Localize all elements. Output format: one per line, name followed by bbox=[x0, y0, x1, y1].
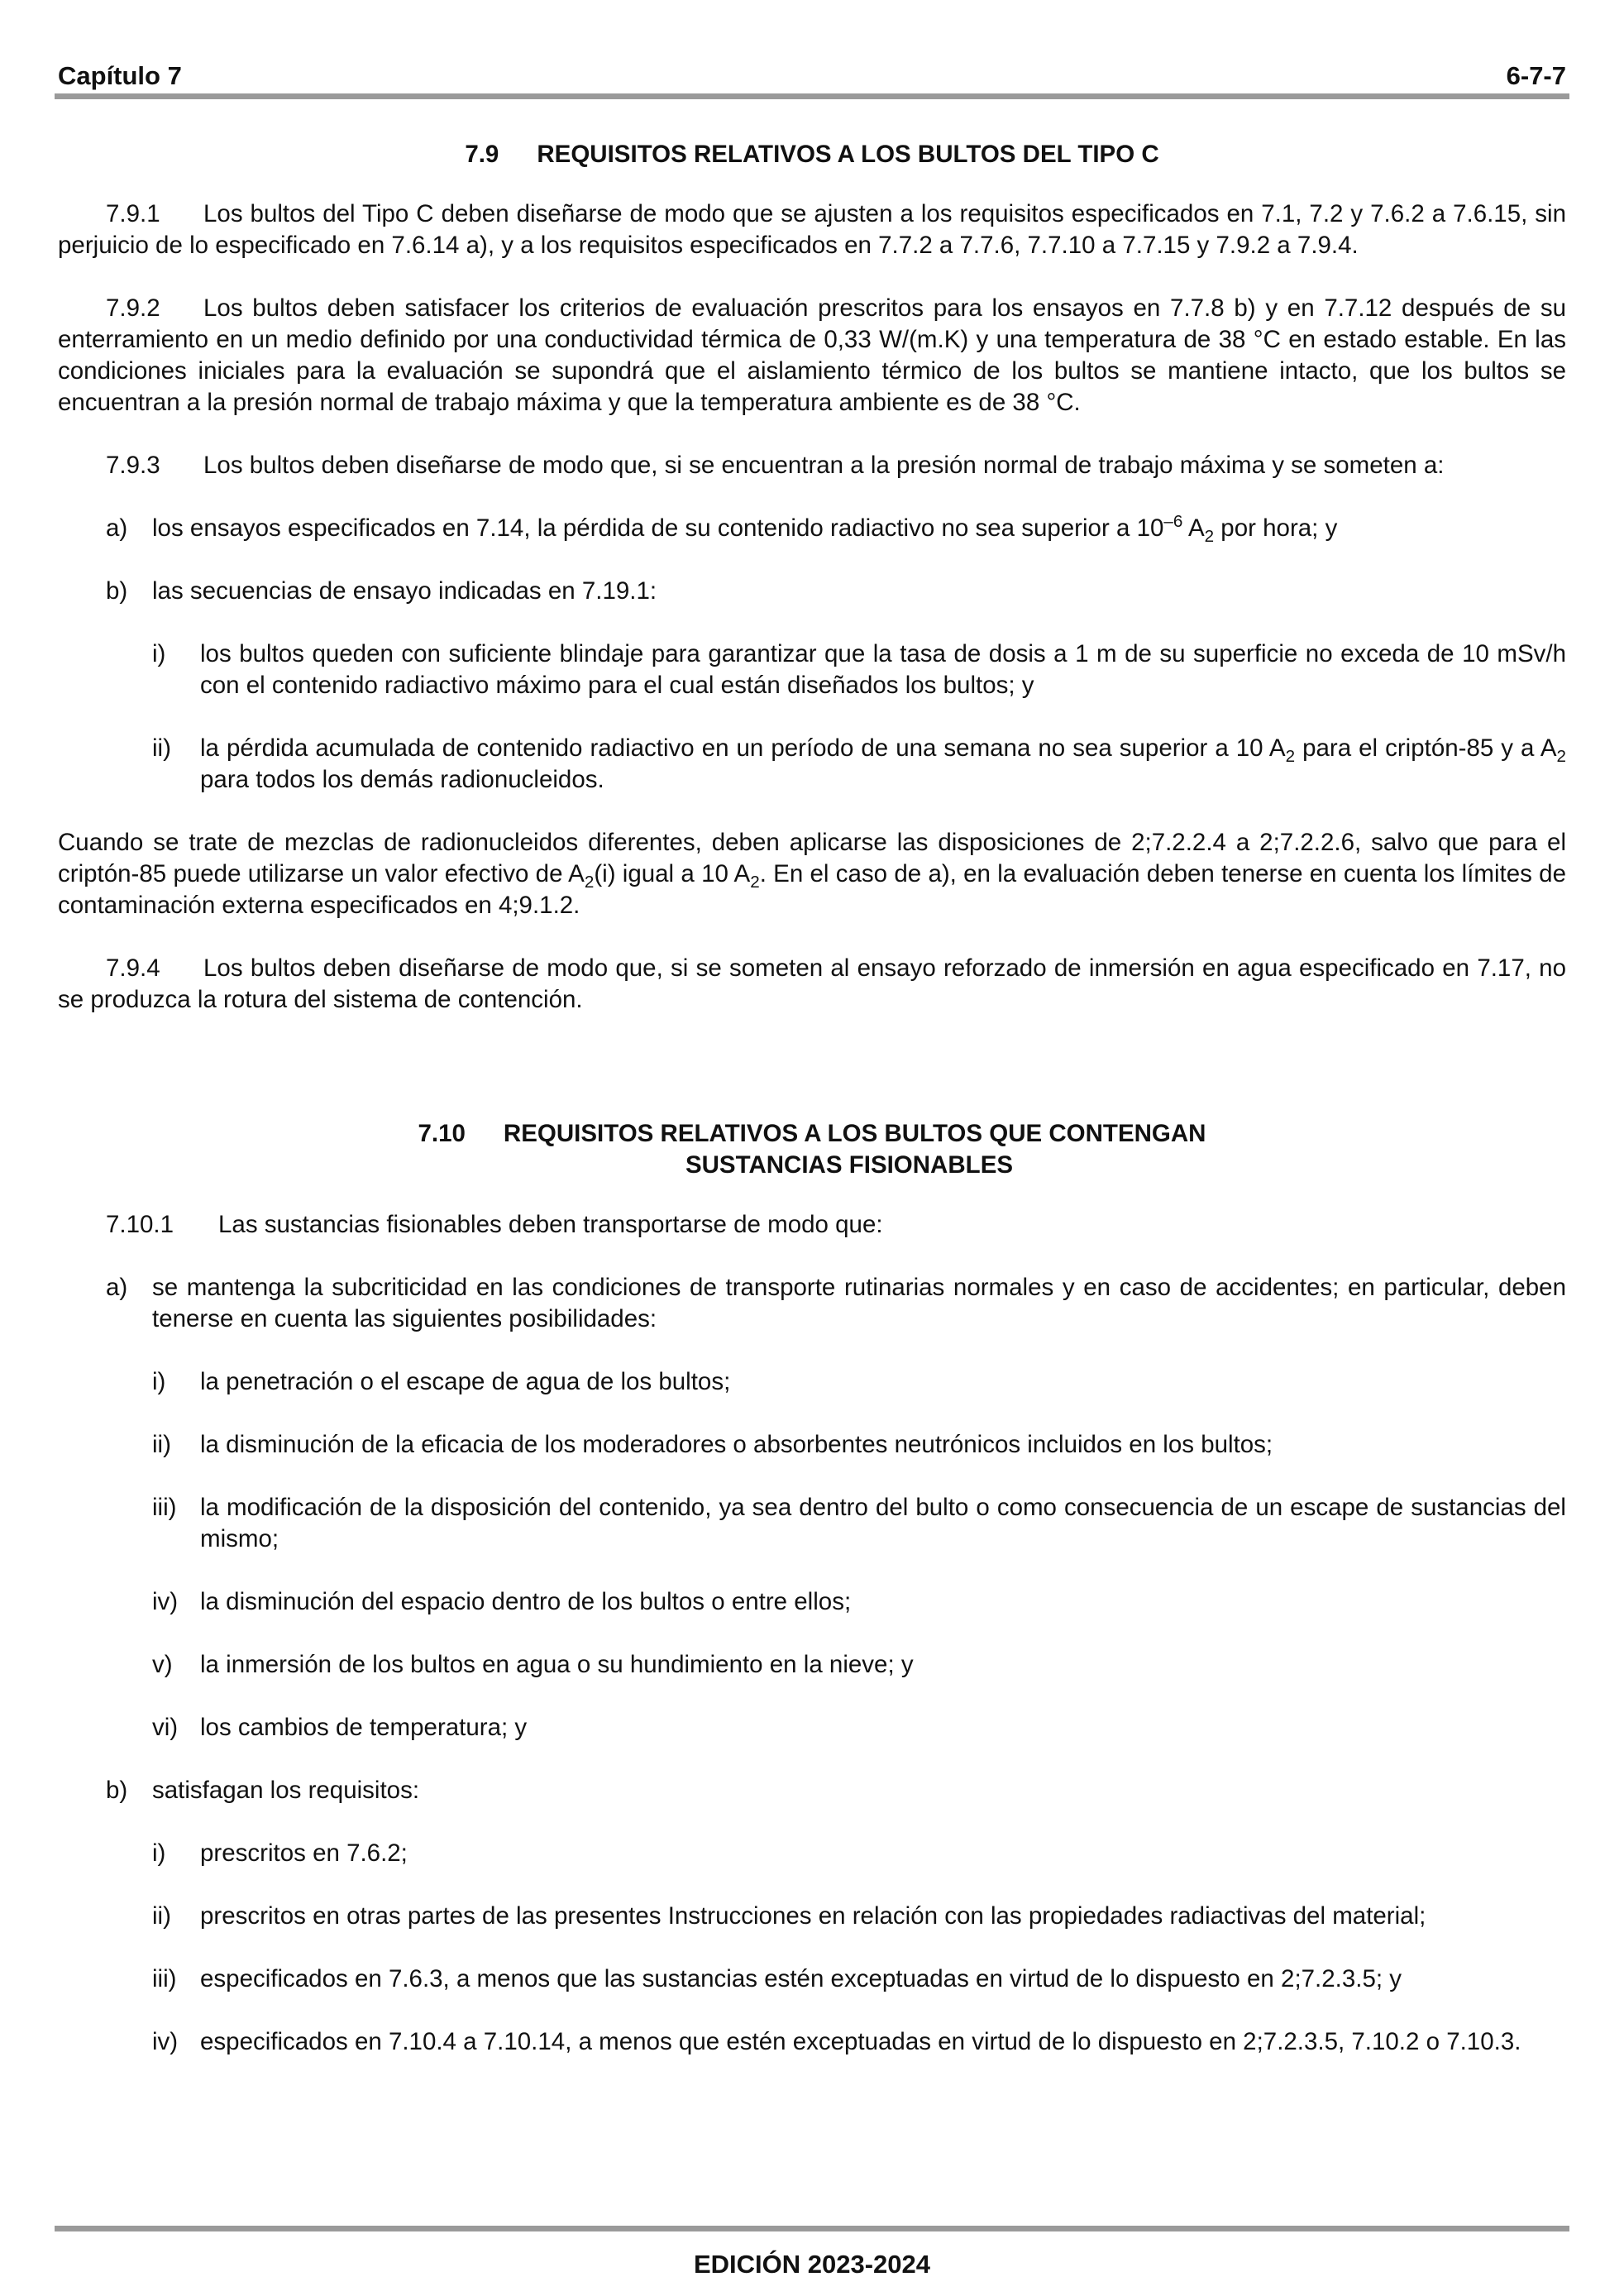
list-label: ii) bbox=[152, 734, 171, 762]
paragraph-text: Los bultos del Tipo C deben diseñarse de modo que se ajusten a los requisitos especificados en 7.1, 7.2 y 7.6.2 a 7.6.15, sin perjuicio de lo especificado en 7.6.14 a), y a los requisitos especificados en 7.7.2 a 7.7.6, 7.7.10 a 7.7.15 y 7.9.2 a 7.9.4. bbox=[58, 200, 1566, 259]
paragraph-text: Los bultos deben diseñarse de modo que, si se encuentran a la presión normal de trabajo máxima y se someten a: bbox=[203, 452, 1445, 479]
section-heading: REQUISITOS RELATIVOS A LOS BULTOS DEL TIPO C bbox=[537, 141, 1159, 168]
list-text: los cambios de temperatura; y bbox=[200, 1714, 528, 1741]
list-label: iii) bbox=[152, 1494, 177, 1521]
chapter-label: Capítulo 7 bbox=[58, 61, 182, 90]
list-item-a bbox=[58, 1272, 1566, 1335]
paragraph-number: 7.9.2 bbox=[106, 294, 160, 322]
list-label: iv) bbox=[152, 1588, 179, 1615]
section-7-9-title bbox=[58, 139, 1566, 170]
footer-rule bbox=[55, 2226, 1569, 2231]
list-text: la disminución del espacio dentro de los bultos o entre ellos; bbox=[200, 1588, 852, 1615]
header-rule bbox=[55, 93, 1569, 99]
paragraph-7-9-3 bbox=[58, 450, 1566, 481]
list-text: la pérdida acumulada de contenido radiactivo en un período de una semana no sea superior a 10 $A_2$ para el criptón-85 y a $A_2$ para todos los demás radionucleidos. bbox=[200, 734, 1566, 793]
section-number: 7.9 bbox=[465, 141, 499, 168]
list-text: los ensayos especificados en 7.14, la pérdida de su contenido radiactivo no sea superior a $10^{-6}$ $A_2$ por hora; y bbox=[152, 512, 1338, 546]
paragraph-7-9-1 bbox=[58, 199, 1566, 261]
list-text: se mantenga la subcriticidad en las condiciones de transporte rutinarias normales y en caso de accidentes; en particular, deben tenerse en cuenta las siguientes posibilidades: bbox=[152, 1274, 1566, 1332]
list-item-b-ii bbox=[58, 1901, 1566, 1932]
list-text: especificados en 7.6.3, a menos que las sustancias estén exceptuadas en virtud de lo dispuesto en 2;7.2.3.5; y bbox=[200, 1965, 1402, 1992]
list-text: prescritos en 7.6.2; bbox=[200, 1839, 408, 1867]
list-item-a-iv bbox=[58, 1586, 1566, 1618]
list-item-b bbox=[58, 1775, 1566, 1806]
list-label: i) bbox=[152, 640, 166, 667]
list-text: los bultos queden con suficiente blindaje para garantizar que la tasa de dosis a 1 m de su superficie no exceda de 10 mSv/h con el contenido radiactivo máximo para el cual están diseñados los bultos; y bbox=[200, 640, 1566, 699]
mixture-note-paragraph: Cuando se trate de mezclas de radionucleidos diferentes, deben aplicarse las disposiciones de 2;7.2.2.4 a 2;7.2.2.6, salvo que para el criptón-85 puede utilizarse un valor efectivo de $A_2(i)$ igual a 10 $A_2$. En el caso de a), en la evaluación deben tenerse en cuenta los límites de contaminación externa especificados en 4;9.1.2. bbox=[58, 829, 1566, 919]
list-item-a-ii bbox=[58, 1429, 1566, 1461]
paragraph-7-9-4 bbox=[58, 953, 1566, 1016]
paragraph-number: 7.10.1 bbox=[106, 1211, 174, 1238]
list-item-b-i bbox=[58, 1838, 1566, 1869]
list-label: a) bbox=[106, 514, 128, 542]
list-item-a bbox=[58, 513, 1566, 544]
list-label: vi) bbox=[152, 1714, 179, 1741]
paragraph-text: Los bultos deben diseñarse de modo que, si se someten al ensayo reforzado de inmersión en agua especificado en 7.17, no se produzca la rotura del sistema de contención. bbox=[58, 954, 1566, 1013]
section-heading-line1: REQUISITOS RELATIVOS A LOS BULTOS QUE CONTENGAN bbox=[503, 1120, 1206, 1147]
page-number: 6-7-7 bbox=[1506, 61, 1566, 90]
paragraph-text: Los bultos deben satisfacer los criterios de evaluación prescritos para los ensayos en 7.7.8 b) y en 7.7.12 después de su enterramiento en un medio definido por una conductividad térmica de 0,33 W/(m.K) y una temperatura de 38 °C en estado estable. En las condiciones iniciales para la evaluación se supondrá que el aislamiento térmico de los bultos se mantiene intacto, que los bultos se encuentran a la presión normal de trabajo máxima y que la temperatura ambiente es de 38 °C. bbox=[58, 294, 1566, 416]
list-text: la penetración o el escape de agua de los bultos; bbox=[200, 1368, 731, 1395]
paragraph-text: Las sustancias fisionables deben transportarse de modo que: bbox=[218, 1211, 883, 1238]
list-label: i) bbox=[152, 1368, 166, 1395]
list-label: a) bbox=[106, 1274, 128, 1301]
list-text: la inmersión de los bultos en agua o su hundimiento en la nieve; y bbox=[200, 1651, 914, 1678]
list-item-a-i bbox=[58, 1366, 1566, 1398]
page-header bbox=[58, 50, 1566, 91]
list-text: la modificación de la disposición del contenido, ya sea dentro del bulto o como consecuencia de un escape de sustancias del mismo; bbox=[200, 1494, 1566, 1552]
list-label: i) bbox=[152, 1839, 166, 1867]
section-number: 7.10 bbox=[418, 1120, 466, 1147]
list-item-b bbox=[58, 576, 1566, 607]
section-7-10-title bbox=[58, 1118, 1566, 1181]
list-item-a-v bbox=[58, 1649, 1566, 1681]
list-item-b-ii bbox=[58, 733, 1566, 796]
list-text: la disminución de la eficacia de los moderadores o absorbentes neutrónicos incluidos en los bultos; bbox=[200, 1431, 1273, 1458]
list-label: iii) bbox=[152, 1965, 177, 1992]
page-content bbox=[58, 139, 1566, 2089]
list-item-a-vi bbox=[58, 1712, 1566, 1744]
list-label: b) bbox=[106, 1777, 128, 1804]
sublist-a bbox=[58, 1366, 1566, 1744]
list-item-b-iv bbox=[58, 2026, 1566, 2058]
list-label: ii) bbox=[152, 1902, 171, 1930]
list-item-a-iii bbox=[58, 1492, 1566, 1555]
page-footer bbox=[0, 2250, 1624, 2279]
paragraph-7-9-2 bbox=[58, 293, 1566, 419]
list-text: especificados en 7.10.4 a 7.10.14, a menos que estén exceptuadas en virtud de lo dispuesto en 2;7.2.3.5, 7.10.2 o 7.10.3. bbox=[200, 2028, 1521, 2055]
paragraph-7-10-1 bbox=[58, 1209, 1566, 1241]
list-label: iv) bbox=[152, 2028, 179, 2055]
list-item-b-iii bbox=[58, 1964, 1566, 1995]
sublist-b bbox=[58, 1838, 1566, 2058]
paragraph-number: 7.9.1 bbox=[106, 200, 160, 227]
paragraph-number: 7.9.3 bbox=[106, 452, 160, 479]
list-label: b) bbox=[106, 577, 128, 605]
list-text: las secuencias de ensayo indicadas en 7.19.1: bbox=[152, 577, 657, 605]
list-label: ii) bbox=[152, 1431, 171, 1458]
list-item-b-i bbox=[58, 639, 1566, 701]
edition-label: EDICIÓN 2023-2024 bbox=[693, 2250, 931, 2279]
list-label: v) bbox=[152, 1651, 173, 1678]
paragraph-number: 7.9.4 bbox=[106, 954, 160, 982]
list-text: prescritos en otras partes de las presentes Instrucciones en relación con las propiedades radiactivas del material; bbox=[200, 1902, 1426, 1930]
section-heading-line2: SUSTANCIAS FISIONABLES bbox=[685, 1151, 1014, 1179]
list-text: satisfagan los requisitos: bbox=[152, 1777, 420, 1804]
